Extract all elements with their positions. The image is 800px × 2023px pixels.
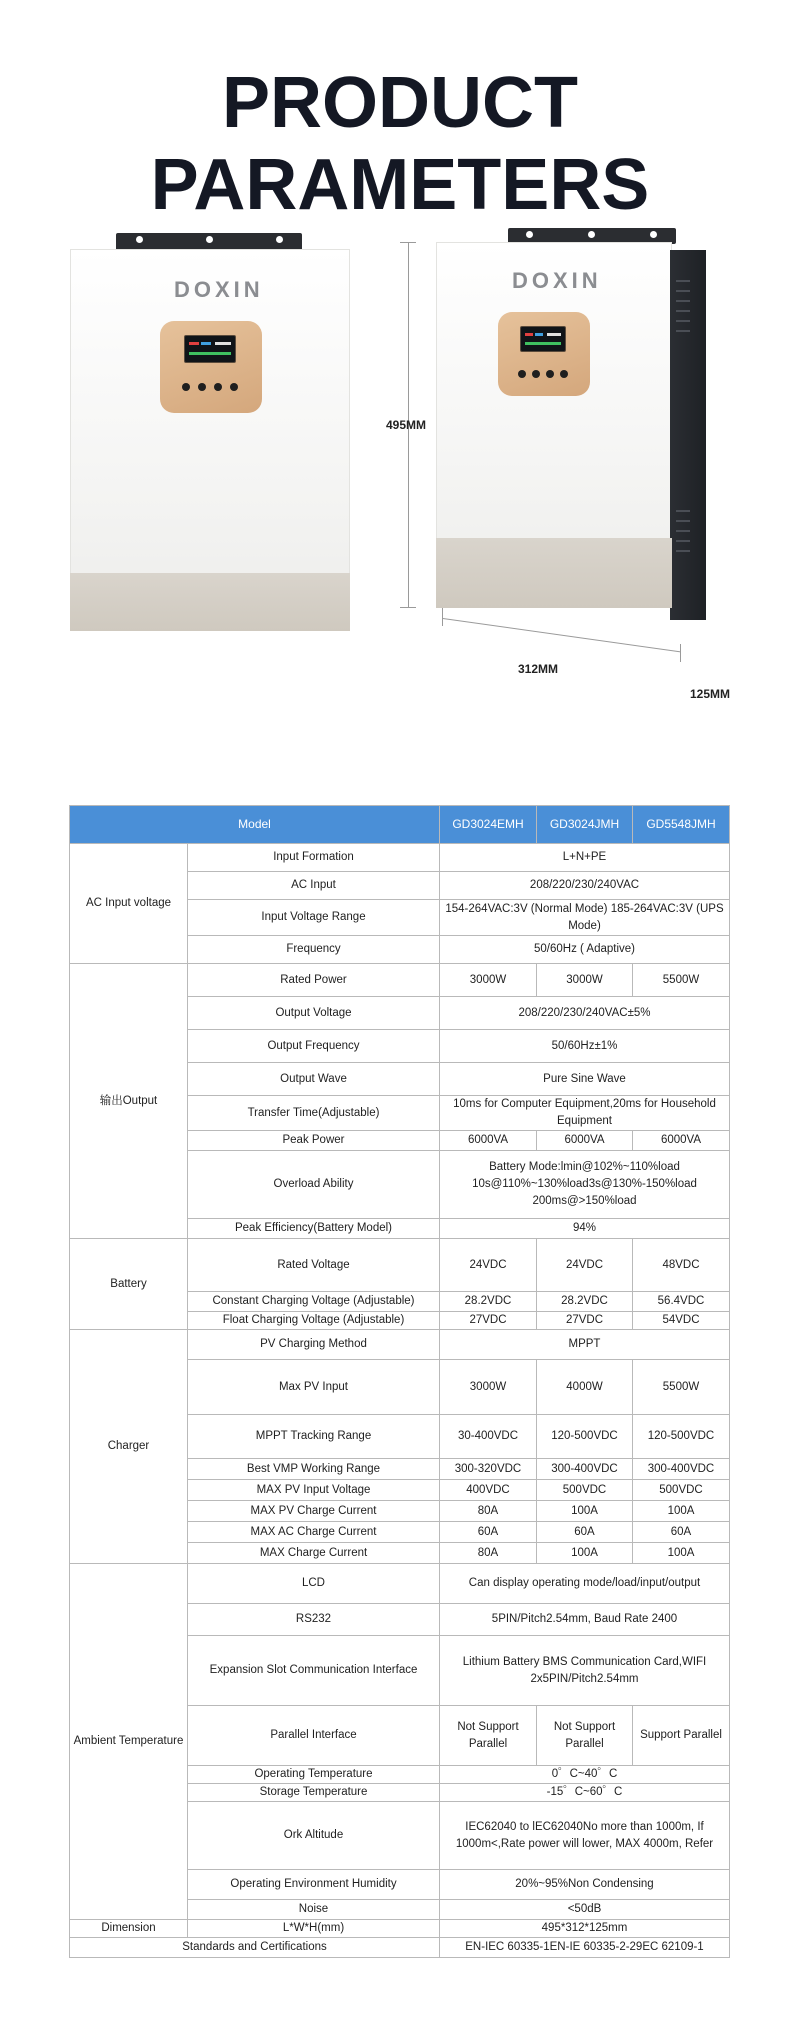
height-dimension-tick-bottom [400, 607, 416, 608]
parameter-cell: LCD [188, 1564, 440, 1604]
table-row [70, 1239, 730, 1292]
parameter-cell: Rated Voltage [188, 1239, 440, 1292]
parameter-cell: Frequency [188, 936, 440, 964]
value-cell: 27VDC [440, 1312, 537, 1330]
table-row [70, 1920, 730, 1938]
parameter-cell: Peak Efficiency(Battery Model) [188, 1219, 440, 1239]
value-cell: 3000W [537, 964, 633, 997]
page-title: PRODUCT PARAMETERS [150, 63, 650, 225]
brand-logo: DOXIN [512, 268, 602, 293]
value-cell: 20%~95%Non Condensing [440, 1870, 730, 1900]
parameter-cell: Ork Altitude [188, 1802, 440, 1870]
category-cell: AC Input voltage [70, 844, 188, 964]
value-cell: 400VDC [440, 1480, 537, 1501]
parameter-cell: Output Frequency [188, 1030, 440, 1063]
parameter-cell: MAX PV Input Voltage [188, 1480, 440, 1501]
value-cell: 28.2VDC [440, 1292, 537, 1312]
value-cell: 48VDC [633, 1239, 730, 1292]
parameter-cell: Noise [188, 1900, 440, 1920]
value-cell: Battery Mode:lmin@102%~110%load 10s@110%~130%load3s@130%-150%load 200ms@>150%load [440, 1151, 730, 1219]
value-cell: Support Parallel [633, 1706, 730, 1766]
table-row [70, 1564, 730, 1604]
value-cell: 60A [440, 1522, 537, 1543]
value-cell: 50/60Hz±1% [440, 1030, 730, 1063]
lcd-screen [184, 335, 236, 363]
parameter-cell: Peak Power [188, 1131, 440, 1151]
spec-table [69, 805, 730, 1958]
value-cell: 120-500VDC [537, 1415, 633, 1459]
inverter-angled-view [432, 228, 710, 638]
parameter-cell: Transfer Time(Adjustable) [188, 1096, 440, 1131]
parameter-cell: MAX PV Charge Current [188, 1501, 440, 1522]
panel-button [546, 370, 554, 378]
inverter-side-panel [670, 250, 706, 620]
parameter-cell: Parallel Interface [188, 1706, 440, 1766]
value-cell: Not Support Parallel [440, 1706, 537, 1766]
value-cell: 54VDC [633, 1312, 730, 1330]
table-row [70, 1330, 730, 1360]
category-cell: Dimension [70, 1920, 188, 1938]
parameter-cell: Operating Environment Humidity [188, 1870, 440, 1900]
value-cell: 154-264VAC:3V (Normal Mode) 185-264VAC:3V (UPS Mode) [440, 900, 730, 936]
value-cell: 495*312*125mm [440, 1920, 730, 1938]
parameter-cell: Best VMP Working Range [188, 1459, 440, 1480]
parameter-cell: AC Input [188, 872, 440, 900]
value-cell: 300-400VDC [633, 1459, 730, 1480]
row-label: Standards and Certifications [70, 1938, 440, 1958]
parameter-cell: Operating Temperature [188, 1766, 440, 1784]
value-cell: 100A [537, 1543, 633, 1564]
value-cell: 27VDC [537, 1312, 633, 1330]
value-cell: 500VDC [633, 1480, 730, 1501]
depth-dimension-label: 125MM [690, 687, 731, 701]
value-cell: 300-400VDC [537, 1459, 633, 1480]
panel-button [214, 383, 222, 391]
category-cell: 输出Output [70, 964, 188, 1239]
value-cell: 5500W [633, 1360, 730, 1415]
parameter-cell: Storage Temperature [188, 1784, 440, 1802]
value-cell: 0゜C~40゜C [440, 1766, 730, 1784]
value-cell: 6000VA [440, 1131, 537, 1151]
value-cell: -15゜C~60゜C [440, 1784, 730, 1802]
category-cell: Ambient Temperature [70, 1564, 188, 1920]
header-model-name: GD3024JMH [537, 806, 633, 844]
table-row [70, 1938, 730, 1958]
panel-button [230, 383, 238, 391]
value-cell: 120-500VDC [633, 1415, 730, 1459]
table-row [70, 964, 730, 997]
height-dimension-label: 495MM [386, 418, 427, 432]
value-cell: Pure Sine Wave [440, 1063, 730, 1096]
width-dimension-tick-right [680, 644, 681, 662]
value-cell: 208/220/230/240VAC±5% [440, 997, 730, 1030]
parameter-cell: Constant Charging Voltage (Adjustable) [188, 1292, 440, 1312]
parameter-cell: MPPT Tracking Range [188, 1415, 440, 1459]
parameter-cell: Rated Power [188, 964, 440, 997]
header-model-name: GD3024EMH [440, 806, 537, 844]
value-cell: 24VDC [440, 1239, 537, 1292]
parameter-cell: Float Charging Voltage (Adjustable) [188, 1312, 440, 1330]
value-cell: Not Support Parallel [537, 1706, 633, 1766]
inverter-front-view [70, 233, 350, 633]
category-cell: Charger [70, 1330, 188, 1564]
value-cell: 60A [537, 1522, 633, 1543]
table-row [70, 844, 730, 872]
value-cell: 208/220/230/240VAC [440, 872, 730, 900]
value-cell: 3000W [440, 1360, 537, 1415]
panel-button [182, 383, 190, 391]
value-cell: Lithium Battery BMS Communication Card,WIFI 2x5PIN/Pitch2.54mm [440, 1636, 730, 1706]
parameter-cell: RS232 [188, 1604, 440, 1636]
value-cell: 80A [440, 1543, 537, 1564]
value-cell: 10ms for Computer Equipment,20ms for Household Equipment [440, 1096, 730, 1131]
value-cell: 4000W [537, 1360, 633, 1415]
value-cell: Can display operating mode/load/input/output [440, 1564, 730, 1604]
lcd-screen [520, 326, 566, 352]
value-cell: 28.2VDC [537, 1292, 633, 1312]
inverter-bottom-cover [70, 573, 350, 631]
height-dimension-tick-top [400, 242, 416, 243]
panel-button [560, 370, 568, 378]
value-cell: 50/60Hz ( Adaptive) [440, 936, 730, 964]
parameter-cell: MAX Charge Current [188, 1543, 440, 1564]
header-model: Model [70, 806, 440, 844]
value-cell: <50dB [440, 1900, 730, 1920]
value-cell: 6000VA [633, 1131, 730, 1151]
value-cell: 80A [440, 1501, 537, 1522]
value-cell: MPPT [440, 1330, 730, 1360]
inverter-bottom-cover [436, 538, 672, 608]
panel-button [518, 370, 526, 378]
parameter-cell: MAX AC Charge Current [188, 1522, 440, 1543]
brand-logo: DOXIN [174, 277, 264, 302]
value-cell: 100A [633, 1501, 730, 1522]
parameter-cell: PV Charging Method [188, 1330, 440, 1360]
value-cell: IEC62040 to lEC62040No more than 1000m, If 1000m<,Rate power will lower, MAX 4000m, Refer [440, 1802, 730, 1870]
parameter-cell: Max PV Input [188, 1360, 440, 1415]
parameter-cell: Expansion Slot Communication Interface [188, 1636, 440, 1706]
value-cell: EN-IEC 60335-1EN-IE 60335-2-29EC 62109-1 [440, 1938, 730, 1958]
width-dimension-label: 312MM [518, 662, 559, 676]
panel-button [532, 370, 540, 378]
value-cell: 24VDC [537, 1239, 633, 1292]
control-panel [498, 312, 590, 396]
value-cell: 56.4VDC [633, 1292, 730, 1312]
panel-button [198, 383, 206, 391]
parameter-cell: L*W*H(mm) [188, 1920, 440, 1938]
value-cell: 5500W [633, 964, 730, 997]
value-cell: 30-400VDC [440, 1415, 537, 1459]
control-panel [160, 321, 262, 413]
parameter-cell: Input Formation [188, 844, 440, 872]
value-cell: 100A [633, 1543, 730, 1564]
value-cell: 94% [440, 1219, 730, 1239]
value-cell: 500VDC [537, 1480, 633, 1501]
value-cell: 3000W [440, 964, 537, 997]
width-dimension-tick-left [442, 608, 443, 626]
value-cell: L+N+PE [440, 844, 730, 872]
value-cell: 100A [537, 1501, 633, 1522]
parameter-cell: Input Voltage Range [188, 900, 440, 936]
header-model-name: GD5548JMH [633, 806, 730, 844]
parameter-cell: Output Wave [188, 1063, 440, 1096]
value-cell: 5PIN/Pitch2.54mm, Baud Rate 2400 [440, 1604, 730, 1636]
value-cell: 6000VA [537, 1131, 633, 1151]
value-cell: 60A [633, 1522, 730, 1543]
parameter-cell: Output Voltage [188, 997, 440, 1030]
value-cell: 300-320VDC [440, 1459, 537, 1480]
category-cell: Battery [70, 1239, 188, 1330]
parameter-cell: Overload Ability [188, 1151, 440, 1219]
